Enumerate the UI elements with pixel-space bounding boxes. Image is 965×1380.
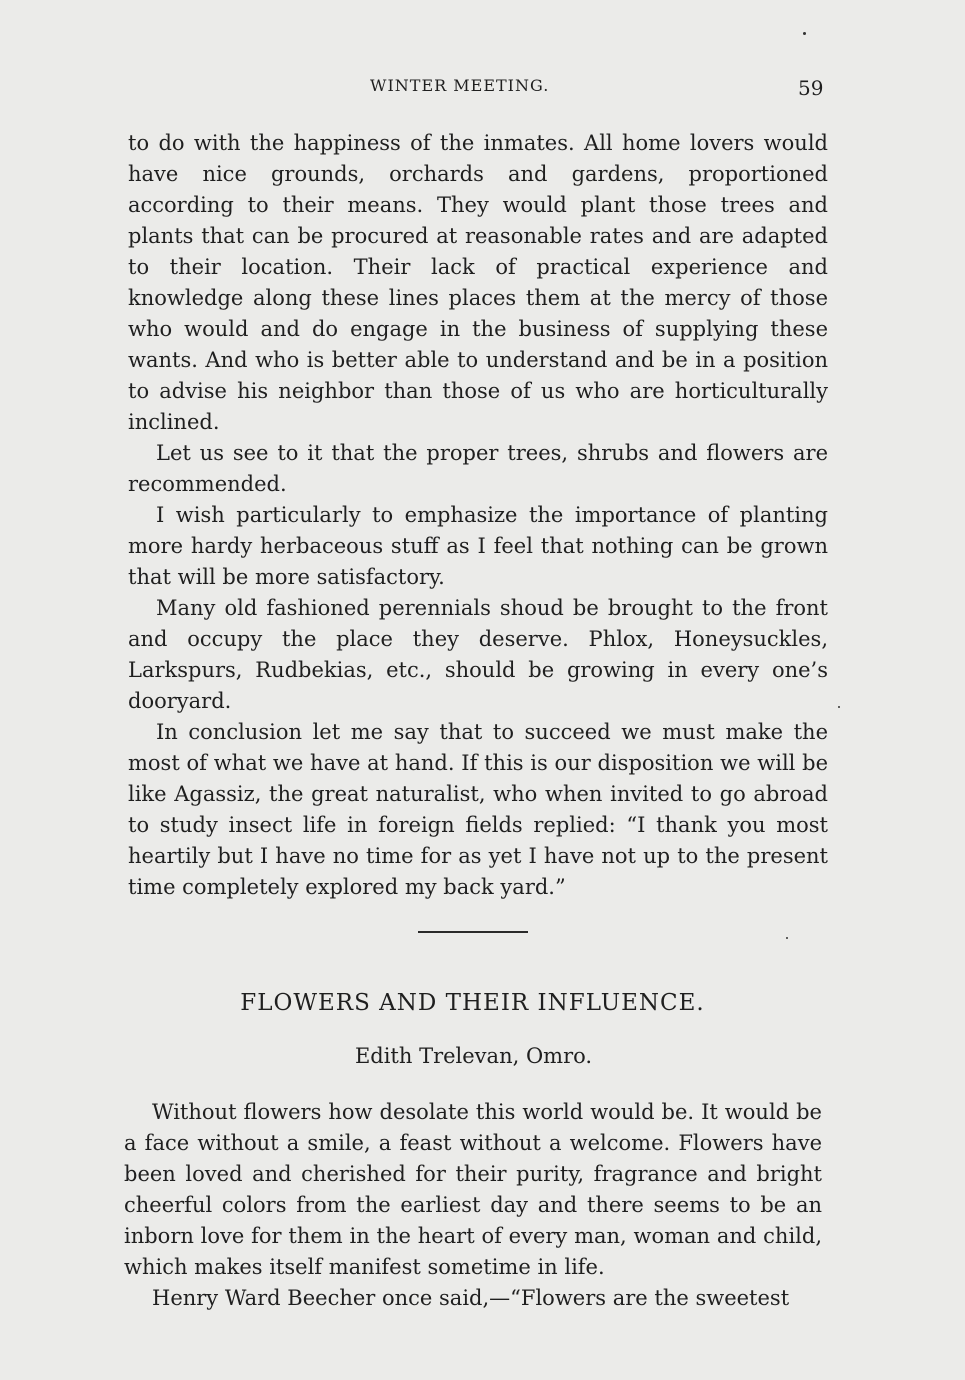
article-body: [124, 1097, 822, 1314]
article-title-text: FLOWERS AND THEIR INFLUENCE.: [240, 990, 705, 1016]
article-author-text: Edith Trelevan, Omro.: [354, 1044, 593, 1068]
page-number: 59: [798, 76, 824, 100]
paragraph: Many old fashioned perennials shoud be brought to the front and occupy the place they deserve. Phlox, Honeysuckles, Larkspurs, Rudbekias, etc., should be growing in every one’s dooryard.: [128, 596, 828, 713]
paragraph: to do with the happiness of the inmates. All home lovers would have nice grounds, orchards and gardens, proportioned according to their means. They would plant those trees and plants that can be procured at reasonable rates and are adapted to their location. Their lack of practical experience and knowledge along these lines places them at the mercy of those who would and do engage in the business of supplying these wants. And who is better able to understand and be in a position to advise his neighbor than those of us who are horticulturally inclined.: [128, 131, 828, 434]
paragraph: Without flowers how desolate this world would be. It would be a face without a smile, a feast without a welcome. Flowers have been loved and cherished for their purity, fragrance and bright cheerful colors from the earliest day and there seems to be an inborn love for them in the heart of every man, woman and child, which makes itself manifest sometime in life.: [124, 1100, 822, 1279]
section-divider: [418, 931, 528, 933]
article-author: [0, 1044, 965, 1068]
print-speck: [786, 937, 788, 939]
print-speck: [838, 706, 840, 708]
running-head: WINTER MEETING.: [370, 76, 550, 95]
paragraph: I wish particularly to emphasize the importance of planting more hardy herbaceous stuff as I feel that nothing can be grown that will be more satisfactory.: [128, 503, 828, 589]
paragraph: In conclusion let me say that to succeed we must make the most of what we have at hand. If this is our disposition we will be like Agassiz, the great naturalist, who when invited to go abroad to study insect life in foreign fields replied: “I thank you most heartily but I have no time for as yet I have not up to the present time completely explored my back yard.”: [128, 720, 828, 899]
print-speck: [803, 32, 806, 35]
paragraph: Let us see to it that the proper trees, shrubs and flowers are recommended.: [128, 441, 828, 496]
paragraph: Henry Ward Beecher once said,—“Flowers are the sweetest: [152, 1286, 790, 1310]
article-title: [0, 990, 965, 1016]
continued-article-text: [128, 128, 828, 903]
